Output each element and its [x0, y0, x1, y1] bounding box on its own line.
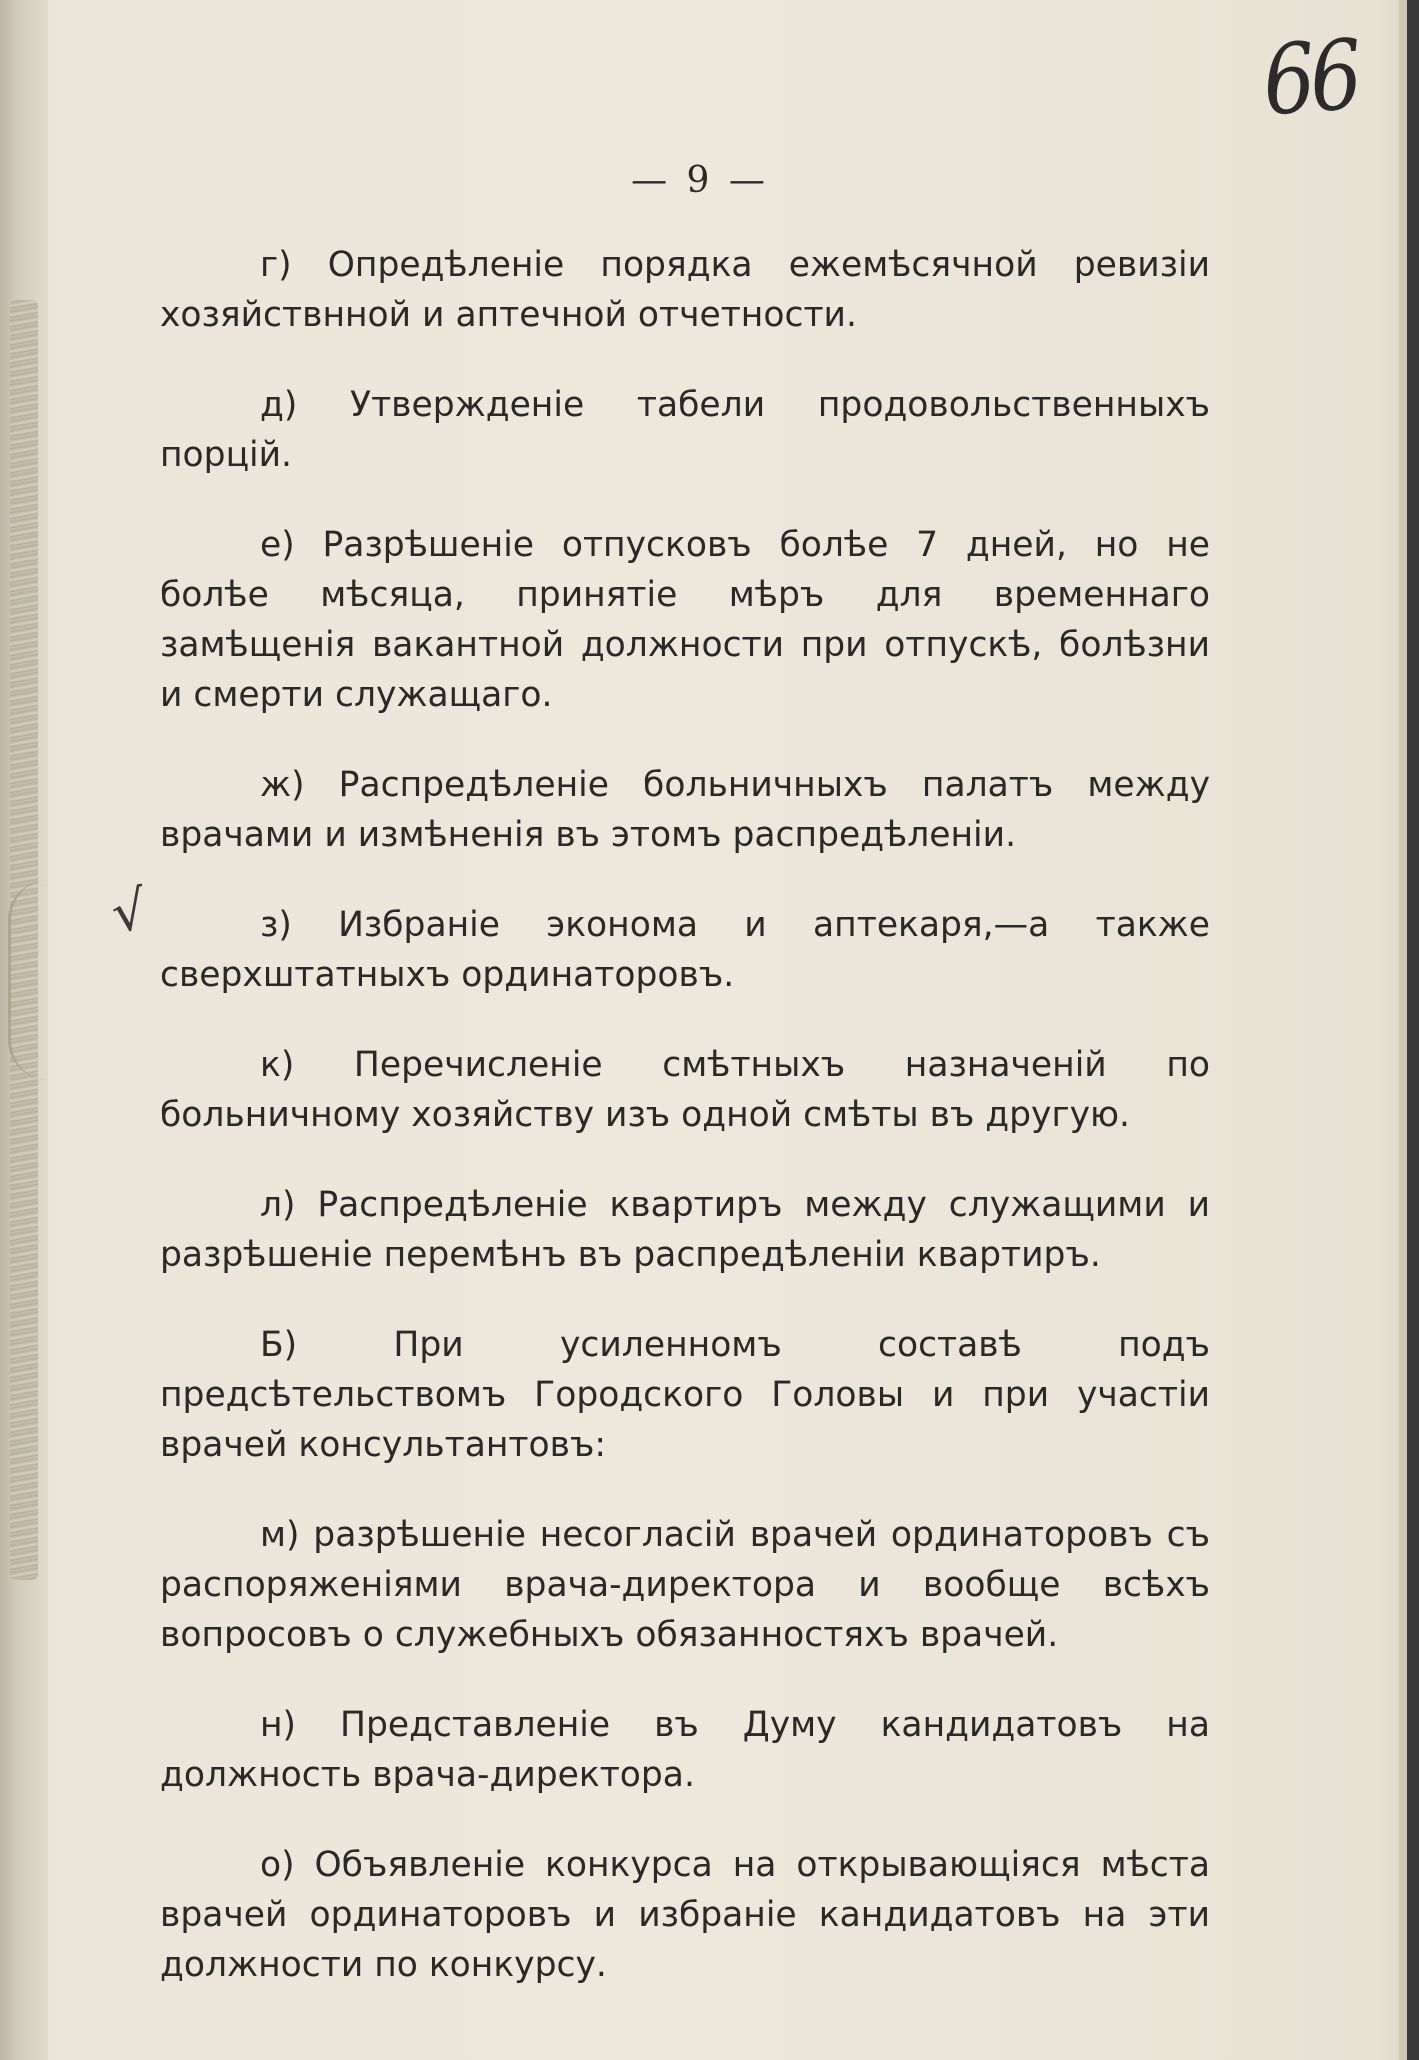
- paragraph-e: е) Разрѣшеніе отпусковъ болѣе 7 дней, но не болѣе мѣсяца, принятіе мѣръ для временнаго замѣщенія вакантной должности при отпускѣ, болѣзни и смерти служащаго.: [160, 525, 1210, 715]
- paragraph-n: н) Представленіе въ Думу кандидатовъ на должность врача-директора.: [160, 1705, 1210, 1795]
- margin-check-mark: √: [106, 877, 152, 946]
- page-number: — 9 —: [631, 160, 769, 201]
- document-body: [160, 240, 1210, 1990]
- scan-border: [1407, 0, 1419, 2060]
- paragraph-zh: ж) Распредѣленіе больничныхъ палатъ между врачами и измѣненія въ этомъ распредѣленіи.: [160, 765, 1210, 855]
- paragraph-k: к) Перечисленіе смѣтныхъ назначеній по больничному хозяйству изъ одной смѣты въ другую.: [160, 1045, 1210, 1135]
- paragraph-m: м) разрѣшеніе несогласій врачей ординаторовъ съ распоряженіями врача-директора и вообще всѣхъ вопросовъ о служебныхъ обязанностяхъ врачей.: [160, 1515, 1210, 1655]
- handwritten-folio-number: 66: [1259, 18, 1361, 138]
- page-edge-shadow: [1399, 0, 1407, 2060]
- paragraph-l: л) Распредѣленіе квартиръ между служащими и разрѣшеніе перемѣнъ въ распредѣленіи квартиръ.: [160, 1185, 1210, 1275]
- paragraph-o: о) Объявленіе конкурса на открывающіяся мѣста врачей ординаторовъ и избраніе кандидатовъ на эти должности по конкурсу.: [160, 1845, 1210, 1985]
- paragraph-g: г) Опредѣленіе порядка ежемѣсячной ревизіи хозяйствнной и аптечной отчетности.: [160, 245, 1210, 335]
- paragraph-z: з) Избраніе эконома и аптекаря,—а также сверхштатныхъ ординаторовъ.: [160, 905, 1210, 995]
- paragraph-d: д) Утвержденіе табели продовольственныхъ порцій.: [160, 385, 1210, 475]
- binding-knot: [8, 880, 71, 1080]
- paragraph-b-section: Б) При усиленномъ составѣ подъ предсѣтельствомъ Городского Головы и при участіи врачей консультантовъ:: [160, 1325, 1210, 1465]
